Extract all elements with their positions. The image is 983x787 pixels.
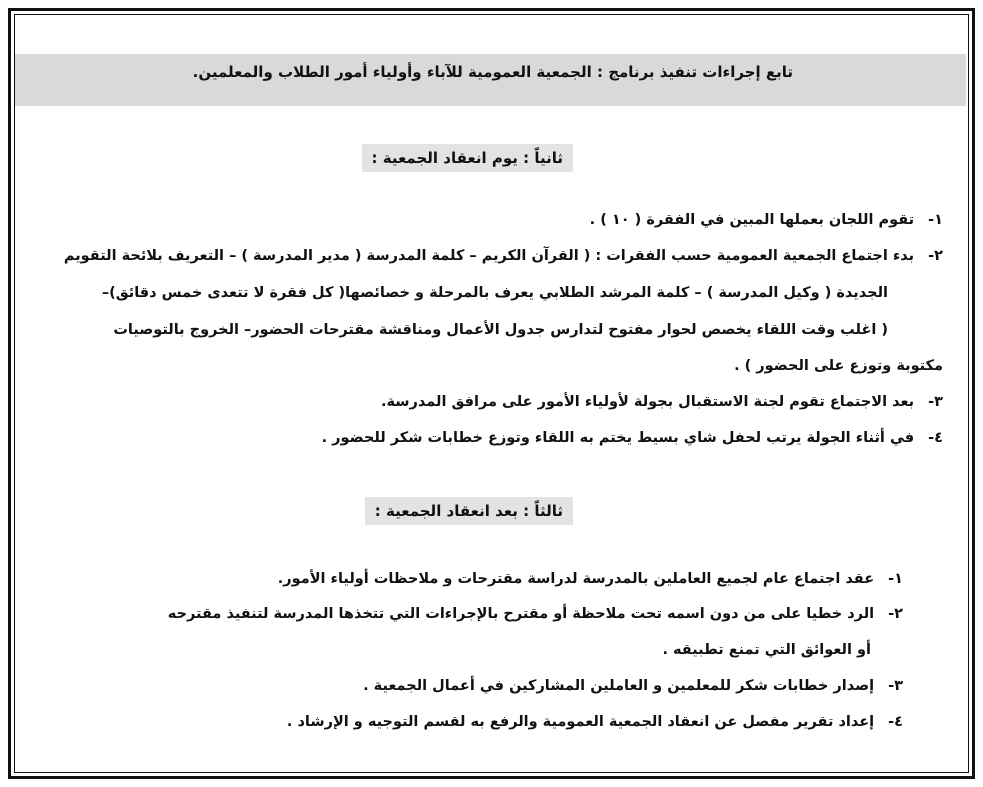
s2-item-1	[590, 212, 943, 228]
page-title: تابع إجراءات تنفيذ برنامج : الجمعية العمومية للآباء وأولياء أمور الطلاب والمعلمين.	[192, 63, 793, 81]
s2-item-4-number: ٤-	[928, 430, 943, 446]
section-3-title: ثالثاً : بعد انعقاد الجمعية :	[365, 497, 573, 525]
s3-item-4-number: ٤-	[888, 714, 903, 730]
s3-item-2-line-2: أو العوائق التي تمنع تطبيقه .	[662, 642, 871, 658]
s2-item-3-text: بعد الاجتماع تقوم لجنة الاستقبال بجولة لأولياء الأمور على مرافق المدرسة.	[381, 394, 915, 410]
s3-item-3-text: إصدار خطابات شكر للمعلمين و العاملين المشاركين في أعمال الجمعية .	[363, 678, 875, 694]
s3-item-1-text: عقد اجتماع عام لجميع العاملين بالمدرسة لدراسة مقترحات و ملاحظات أولياء الأمور.	[277, 571, 875, 587]
s2-item-2	[64, 248, 943, 264]
s3-item-4-text: إعداد تقرير مفصل عن انعقاد الجمعية العمومية والرفع به لقسم التوجيه و الإرشاد .	[286, 714, 875, 730]
s3-item-3	[363, 678, 903, 694]
s2-item-1-text: تقوم اللجان بعملها المبين في الفقرة ( ١٠ ) .	[589, 212, 915, 228]
section-2-title: ثانياً : يوم انعقاد الجمعية :	[362, 144, 573, 172]
s3-item-1	[278, 571, 903, 587]
s3-item-2	[168, 606, 903, 622]
s2-item-3-number: ٣-	[928, 394, 943, 410]
s2-item-2-line-3: ( اغلب وقت اللقاء يخصص لحوار مفتوح لتدارس جدول الأعمال ومناقشة مقترحات الحضور– الخروج بالتوصيات	[113, 322, 888, 338]
s3-item-2-number: ٢-	[888, 606, 903, 622]
s2-item-4-text: في أثناء الجولة يرتب لحفل شاي بسيط يختم به اللقاء وتوزع خطابات شكر للحضور .	[321, 430, 915, 446]
s2-item-2-text-line-1: بدء اجتماع الجمعية العمومية حسب الفقرات : ( القرآن الكريم – كلمة المدرسة ( مدير المدرسة ) – التعريف بلائحة التقويم	[63, 248, 915, 264]
s3-item-2-text-line-1: الرد خطيا على من دون اسمه تحت ملاحظة أو مقترح بالإجراءات التي تتخذها المدرسة لتنفيذ مقترحه	[167, 606, 875, 622]
s2-item-1-number: ١-	[928, 212, 943, 228]
s2-item-3	[381, 394, 943, 410]
s3-item-3-number: ٣-	[888, 678, 903, 694]
s3-item-4	[287, 714, 903, 730]
s2-item-2-number: ٢-	[928, 248, 943, 264]
s3-item-1-number: ١-	[888, 571, 903, 587]
s2-item-2-line-2: الجديدة ( وكيل المدرسة ) – كلمة المرشد الطلابي يعرف بالمرحلة و خصائصها( كل فقرة لا تتعدى خمس دقائق)–	[101, 285, 888, 301]
s2-item-2-line-4: مكتوبة وتوزع على الحضور ) .	[734, 358, 943, 374]
s2-item-4	[322, 430, 943, 446]
